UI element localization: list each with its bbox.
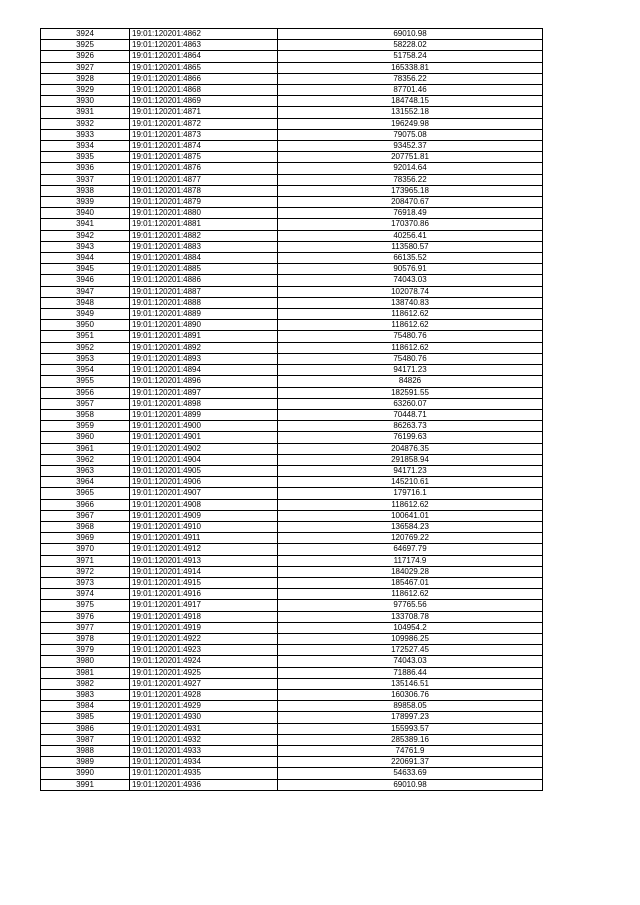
table-row xyxy=(41,174,543,185)
value-cell: 76918.49 xyxy=(278,208,543,219)
row-number-cell: 3931 xyxy=(41,107,130,118)
cadastral-number-cell: 19:01:120201:4902 xyxy=(130,443,278,454)
cadastral-number-cell: 19:01:120201:4912 xyxy=(130,544,278,555)
row-number-cell: 3981 xyxy=(41,667,130,678)
cadastral-number-cell: 19:01:120201:4865 xyxy=(130,62,278,73)
cadastral-number-cell: 19:01:120201:4878 xyxy=(130,185,278,196)
cadastral-value-table xyxy=(40,28,543,791)
table-row xyxy=(41,197,543,208)
table-row xyxy=(41,309,543,320)
cadastral-number-cell: 19:01:120201:4897 xyxy=(130,387,278,398)
value-cell: 118612.62 xyxy=(278,499,543,510)
value-cell: 285389.16 xyxy=(278,734,543,745)
table-row xyxy=(41,768,543,779)
table-row xyxy=(41,96,543,107)
row-number-cell: 3969 xyxy=(41,533,130,544)
cadastral-number-cell: 19:01:120201:4929 xyxy=(130,701,278,712)
value-cell: 51758.24 xyxy=(278,51,543,62)
value-cell: 66135.52 xyxy=(278,253,543,264)
table-row xyxy=(41,589,543,600)
table-row xyxy=(41,746,543,757)
cadastral-number-cell: 19:01:120201:4877 xyxy=(130,174,278,185)
value-cell: 75480.76 xyxy=(278,353,543,364)
table-row xyxy=(41,73,543,84)
table-row xyxy=(41,208,543,219)
row-number-cell: 3979 xyxy=(41,645,130,656)
value-cell: 136584.23 xyxy=(278,521,543,532)
table-row xyxy=(41,62,543,73)
value-cell: 64697.79 xyxy=(278,544,543,555)
cadastral-number-cell: 19:01:120201:4908 xyxy=(130,499,278,510)
row-number-cell: 3987 xyxy=(41,734,130,745)
row-number-cell: 3965 xyxy=(41,488,130,499)
cadastral-number-cell: 19:01:120201:4931 xyxy=(130,723,278,734)
cadastral-number-cell: 19:01:120201:4886 xyxy=(130,275,278,286)
cadastral-number-cell: 19:01:120201:4863 xyxy=(130,40,278,51)
table-row xyxy=(41,521,543,532)
table-row xyxy=(41,152,543,163)
row-number-cell: 3938 xyxy=(41,185,130,196)
value-cell: 117174.9 xyxy=(278,555,543,566)
value-cell: 87701.46 xyxy=(278,85,543,96)
value-cell: 78356.22 xyxy=(278,73,543,84)
row-number-cell: 3975 xyxy=(41,600,130,611)
cadastral-number-cell: 19:01:120201:4862 xyxy=(130,29,278,40)
value-cell: 118612.62 xyxy=(278,342,543,353)
value-cell: 74761.9 xyxy=(278,746,543,757)
cadastral-number-cell: 19:01:120201:4866 xyxy=(130,73,278,84)
cadastral-number-cell: 19:01:120201:4900 xyxy=(130,421,278,432)
table-row xyxy=(41,622,543,633)
value-cell: 291858.94 xyxy=(278,454,543,465)
row-number-cell: 3978 xyxy=(41,633,130,644)
value-cell: 69010.98 xyxy=(278,779,543,790)
cadastral-number-cell: 19:01:120201:4925 xyxy=(130,667,278,678)
value-cell: 184748.15 xyxy=(278,96,543,107)
row-number-cell: 3941 xyxy=(41,219,130,230)
row-number-cell: 3929 xyxy=(41,85,130,96)
value-cell: 178997.23 xyxy=(278,712,543,723)
value-cell: 84826 xyxy=(278,376,543,387)
table-body xyxy=(41,29,543,791)
value-cell: 93452.37 xyxy=(278,141,543,152)
row-number-cell: 3982 xyxy=(41,678,130,689)
cadastral-number-cell: 19:01:120201:4888 xyxy=(130,297,278,308)
row-number-cell: 3928 xyxy=(41,73,130,84)
value-cell: 118612.62 xyxy=(278,309,543,320)
cadastral-number-cell: 19:01:120201:4916 xyxy=(130,589,278,600)
row-number-cell: 3936 xyxy=(41,163,130,174)
cadastral-number-cell: 19:01:120201:4901 xyxy=(130,432,278,443)
cadastral-number-cell: 19:01:120201:4875 xyxy=(130,152,278,163)
value-cell: 155993.57 xyxy=(278,723,543,734)
value-cell: 74043.03 xyxy=(278,656,543,667)
row-number-cell: 3930 xyxy=(41,96,130,107)
cadastral-number-cell: 19:01:120201:4881 xyxy=(130,219,278,230)
table-row xyxy=(41,275,543,286)
cadastral-number-cell: 19:01:120201:4933 xyxy=(130,746,278,757)
value-cell: 179716.1 xyxy=(278,488,543,499)
table-row xyxy=(41,734,543,745)
row-number-cell: 3984 xyxy=(41,701,130,712)
value-cell: 100641.01 xyxy=(278,510,543,521)
table-row xyxy=(41,667,543,678)
value-cell: 40256.41 xyxy=(278,230,543,241)
value-cell: 120769.22 xyxy=(278,533,543,544)
value-cell: 135146.51 xyxy=(278,678,543,689)
value-cell: 92014.64 xyxy=(278,163,543,174)
row-number-cell: 3951 xyxy=(41,331,130,342)
value-cell: 170370.86 xyxy=(278,219,543,230)
table-row xyxy=(41,219,543,230)
cadastral-number-cell: 19:01:120201:4874 xyxy=(130,141,278,152)
value-cell: 94171.23 xyxy=(278,465,543,476)
row-number-cell: 3955 xyxy=(41,376,130,387)
value-cell: 118612.62 xyxy=(278,320,543,331)
table-row xyxy=(41,387,543,398)
cadastral-number-cell: 19:01:120201:4883 xyxy=(130,241,278,252)
value-cell: 184029.28 xyxy=(278,566,543,577)
table-row xyxy=(41,129,543,140)
value-cell: 182591.55 xyxy=(278,387,543,398)
table-row xyxy=(41,342,543,353)
row-number-cell: 3973 xyxy=(41,577,130,588)
value-cell: 196249.98 xyxy=(278,118,543,129)
row-number-cell: 3976 xyxy=(41,611,130,622)
value-cell: 160306.76 xyxy=(278,689,543,700)
cadastral-number-cell: 19:01:120201:4868 xyxy=(130,85,278,96)
row-number-cell: 3944 xyxy=(41,253,130,264)
table-row xyxy=(41,757,543,768)
cadastral-number-cell: 19:01:120201:4876 xyxy=(130,163,278,174)
table-row xyxy=(41,163,543,174)
cadastral-number-cell: 19:01:120201:4896 xyxy=(130,376,278,387)
table-row xyxy=(41,611,543,622)
value-cell: 109986.25 xyxy=(278,633,543,644)
table-row xyxy=(41,40,543,51)
row-number-cell: 3959 xyxy=(41,421,130,432)
row-number-cell: 3990 xyxy=(41,768,130,779)
value-cell: 75480.76 xyxy=(278,331,543,342)
table-row xyxy=(41,230,543,241)
table-row xyxy=(41,253,543,264)
table-row xyxy=(41,432,543,443)
cadastral-number-cell: 19:01:120201:4899 xyxy=(130,409,278,420)
row-number-cell: 3948 xyxy=(41,297,130,308)
cadastral-number-cell: 19:01:120201:4905 xyxy=(130,465,278,476)
row-number-cell: 3971 xyxy=(41,555,130,566)
table-row xyxy=(41,376,543,387)
row-number-cell: 3939 xyxy=(41,197,130,208)
value-cell: 79075.08 xyxy=(278,129,543,140)
row-number-cell: 3964 xyxy=(41,477,130,488)
table-row xyxy=(41,141,543,152)
cadastral-number-cell: 19:01:120201:4872 xyxy=(130,118,278,129)
value-cell: 76199.63 xyxy=(278,432,543,443)
cadastral-number-cell: 19:01:120201:4927 xyxy=(130,678,278,689)
row-number-cell: 3940 xyxy=(41,208,130,219)
table-row xyxy=(41,443,543,454)
cadastral-number-cell: 19:01:120201:4918 xyxy=(130,611,278,622)
table-row xyxy=(41,577,543,588)
row-number-cell: 3977 xyxy=(41,622,130,633)
row-number-cell: 3946 xyxy=(41,275,130,286)
row-number-cell: 3953 xyxy=(41,353,130,364)
row-number-cell: 3961 xyxy=(41,443,130,454)
cadastral-number-cell: 19:01:120201:4887 xyxy=(130,286,278,297)
cadastral-number-cell: 19:01:120201:4932 xyxy=(130,734,278,745)
table-row xyxy=(41,645,543,656)
table-row xyxy=(41,409,543,420)
row-number-cell: 3926 xyxy=(41,51,130,62)
table-row xyxy=(41,353,543,364)
value-cell: 145210.61 xyxy=(278,477,543,488)
cadastral-number-cell: 19:01:120201:4884 xyxy=(130,253,278,264)
row-number-cell: 3985 xyxy=(41,712,130,723)
table-row xyxy=(41,29,543,40)
value-cell: 63260.07 xyxy=(278,398,543,409)
row-number-cell: 3967 xyxy=(41,510,130,521)
value-cell: 90576.91 xyxy=(278,264,543,275)
row-number-cell: 3942 xyxy=(41,230,130,241)
table-row xyxy=(41,678,543,689)
cadastral-number-cell: 19:01:120201:4907 xyxy=(130,488,278,499)
table-row xyxy=(41,510,543,521)
value-cell: 74043.03 xyxy=(278,275,543,286)
table-row xyxy=(41,465,543,476)
value-cell: 89858.05 xyxy=(278,701,543,712)
cadastral-number-cell: 19:01:120201:4906 xyxy=(130,477,278,488)
table-row xyxy=(41,365,543,376)
value-cell: 97765.56 xyxy=(278,600,543,611)
table-row xyxy=(41,544,543,555)
cadastral-number-cell: 19:01:120201:4871 xyxy=(130,107,278,118)
cadastral-number-cell: 19:01:120201:4935 xyxy=(130,768,278,779)
cadastral-number-cell: 19:01:120201:4924 xyxy=(130,656,278,667)
table-row xyxy=(41,566,543,577)
row-number-cell: 3980 xyxy=(41,656,130,667)
table-row xyxy=(41,421,543,432)
row-number-cell: 3960 xyxy=(41,432,130,443)
cadastral-number-cell: 19:01:120201:4915 xyxy=(130,577,278,588)
cadastral-number-cell: 19:01:120201:4879 xyxy=(130,197,278,208)
value-cell: 104954.2 xyxy=(278,622,543,633)
row-number-cell: 3950 xyxy=(41,320,130,331)
value-cell: 113580.57 xyxy=(278,241,543,252)
row-number-cell: 3924 xyxy=(41,29,130,40)
cadastral-number-cell: 19:01:120201:4898 xyxy=(130,398,278,409)
table-row xyxy=(41,297,543,308)
value-cell: 133708.78 xyxy=(278,611,543,622)
cadastral-number-cell: 19:01:120201:4913 xyxy=(130,555,278,566)
table-row xyxy=(41,264,543,275)
cadastral-number-cell: 19:01:120201:4919 xyxy=(130,622,278,633)
value-cell: 220691.37 xyxy=(278,757,543,768)
value-cell: 69010.98 xyxy=(278,29,543,40)
row-number-cell: 3954 xyxy=(41,365,130,376)
value-cell: 71886.44 xyxy=(278,667,543,678)
table-row xyxy=(41,107,543,118)
table-row xyxy=(41,499,543,510)
table-row xyxy=(41,241,543,252)
value-cell: 207751.81 xyxy=(278,152,543,163)
row-number-cell: 3989 xyxy=(41,757,130,768)
row-number-cell: 3966 xyxy=(41,499,130,510)
cadastral-number-cell: 19:01:120201:4864 xyxy=(130,51,278,62)
row-number-cell: 3937 xyxy=(41,174,130,185)
value-cell: 131552.18 xyxy=(278,107,543,118)
cadastral-number-cell: 19:01:120201:4893 xyxy=(130,353,278,364)
cadastral-number-cell: 19:01:120201:4934 xyxy=(130,757,278,768)
value-cell: 118612.62 xyxy=(278,589,543,600)
value-cell: 102078.74 xyxy=(278,286,543,297)
cadastral-number-cell: 19:01:120201:4882 xyxy=(130,230,278,241)
table-row xyxy=(41,51,543,62)
cadastral-number-cell: 19:01:120201:4891 xyxy=(130,331,278,342)
table-row xyxy=(41,701,543,712)
cadastral-number-cell: 19:01:120201:4914 xyxy=(130,566,278,577)
cadastral-number-cell: 19:01:120201:4873 xyxy=(130,129,278,140)
row-number-cell: 3957 xyxy=(41,398,130,409)
row-number-cell: 3991 xyxy=(41,779,130,790)
row-number-cell: 3927 xyxy=(41,62,130,73)
table-row xyxy=(41,477,543,488)
cadastral-number-cell: 19:01:120201:4928 xyxy=(130,689,278,700)
row-number-cell: 3949 xyxy=(41,309,130,320)
cadastral-number-cell: 19:01:120201:4930 xyxy=(130,712,278,723)
table-row xyxy=(41,533,543,544)
row-number-cell: 3947 xyxy=(41,286,130,297)
table-row xyxy=(41,118,543,129)
value-cell: 58228.02 xyxy=(278,40,543,51)
row-number-cell: 3933 xyxy=(41,129,130,140)
table-row xyxy=(41,712,543,723)
row-number-cell: 3925 xyxy=(41,40,130,51)
row-number-cell: 3972 xyxy=(41,566,130,577)
row-number-cell: 3962 xyxy=(41,454,130,465)
table-row xyxy=(41,488,543,499)
row-number-cell: 3968 xyxy=(41,521,130,532)
value-cell: 94171.23 xyxy=(278,365,543,376)
value-cell: 54633.69 xyxy=(278,768,543,779)
cadastral-number-cell: 19:01:120201:4892 xyxy=(130,342,278,353)
table-row xyxy=(41,454,543,465)
table-row xyxy=(41,633,543,644)
row-number-cell: 3943 xyxy=(41,241,130,252)
cadastral-number-cell: 19:01:120201:4917 xyxy=(130,600,278,611)
row-number-cell: 3934 xyxy=(41,141,130,152)
cadastral-number-cell: 19:01:120201:4936 xyxy=(130,779,278,790)
row-number-cell: 3974 xyxy=(41,589,130,600)
cadastral-number-cell: 19:01:120201:4909 xyxy=(130,510,278,521)
cadastral-number-cell: 19:01:120201:4911 xyxy=(130,533,278,544)
row-number-cell: 3983 xyxy=(41,689,130,700)
table-row xyxy=(41,85,543,96)
row-number-cell: 3956 xyxy=(41,387,130,398)
table-row xyxy=(41,286,543,297)
table-row xyxy=(41,723,543,734)
row-number-cell: 3963 xyxy=(41,465,130,476)
value-cell: 172527.45 xyxy=(278,645,543,656)
cadastral-number-cell: 19:01:120201:4890 xyxy=(130,320,278,331)
cadastral-number-cell: 19:01:120201:4910 xyxy=(130,521,278,532)
table-row xyxy=(41,600,543,611)
value-cell: 165338.81 xyxy=(278,62,543,73)
cadastral-number-cell: 19:01:120201:4889 xyxy=(130,309,278,320)
row-number-cell: 3970 xyxy=(41,544,130,555)
table-row xyxy=(41,689,543,700)
cadastral-number-cell: 19:01:120201:4904 xyxy=(130,454,278,465)
table-row xyxy=(41,555,543,566)
value-cell: 138740.83 xyxy=(278,297,543,308)
value-cell: 208470.67 xyxy=(278,197,543,208)
row-number-cell: 3935 xyxy=(41,152,130,163)
row-number-cell: 3986 xyxy=(41,723,130,734)
value-cell: 185467.01 xyxy=(278,577,543,588)
value-cell: 86263.73 xyxy=(278,421,543,432)
cadastral-number-cell: 19:01:120201:4922 xyxy=(130,633,278,644)
table-row xyxy=(41,779,543,790)
cadastral-number-cell: 19:01:120201:4923 xyxy=(130,645,278,656)
value-cell: 204876.35 xyxy=(278,443,543,454)
cadastral-number-cell: 19:01:120201:4880 xyxy=(130,208,278,219)
row-number-cell: 3932 xyxy=(41,118,130,129)
table-row xyxy=(41,656,543,667)
table-row xyxy=(41,398,543,409)
cadastral-number-cell: 19:01:120201:4885 xyxy=(130,264,278,275)
value-cell: 78356.22 xyxy=(278,174,543,185)
table-row xyxy=(41,320,543,331)
row-number-cell: 3952 xyxy=(41,342,130,353)
cadastral-number-cell: 19:01:120201:4869 xyxy=(130,96,278,107)
row-number-cell: 3958 xyxy=(41,409,130,420)
table-row xyxy=(41,185,543,196)
value-cell: 70448.71 xyxy=(278,409,543,420)
cadastral-number-cell: 19:01:120201:4894 xyxy=(130,365,278,376)
row-number-cell: 3945 xyxy=(41,264,130,275)
value-cell: 173965.18 xyxy=(278,185,543,196)
table-row xyxy=(41,331,543,342)
row-number-cell: 3988 xyxy=(41,746,130,757)
